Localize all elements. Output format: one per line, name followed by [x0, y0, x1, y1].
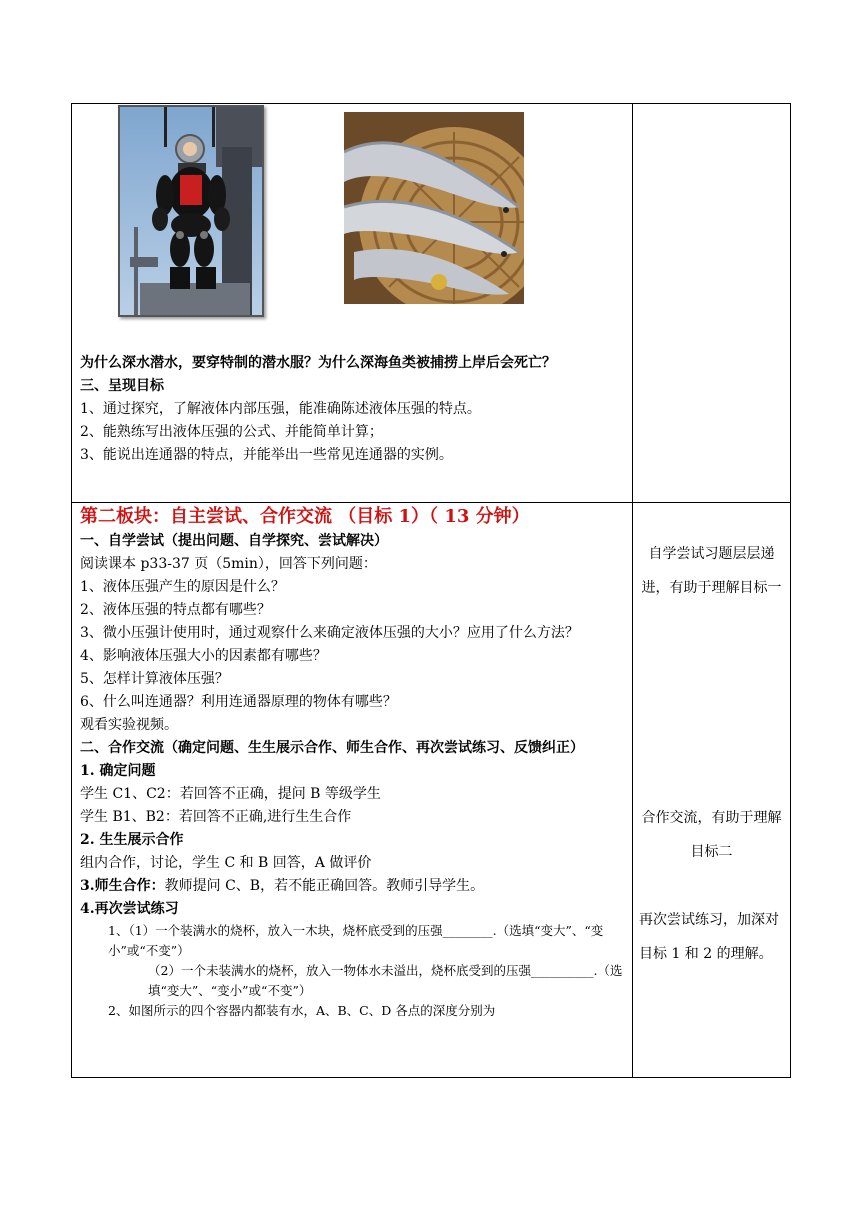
- side-note-2: 合作交流，有助于理解目标二: [641, 810, 782, 860]
- goal-item: 3、能说出连通器的特点，并能举出一些常见连通器的实例。: [80, 447, 453, 463]
- table-row: [72, 104, 791, 503]
- video-note: 观看实验视频。: [80, 717, 178, 733]
- goals-heading: 三、呈现目标: [80, 378, 164, 394]
- question-item: 3、微小压强计使用时，通过观察什么来确定液体压强的大小？应用了什么方法？: [80, 625, 579, 641]
- section2-title: 第二板块：自主尝试、合作交流 （目标 1）（ 13 分钟）: [80, 506, 530, 527]
- question-item: 4、影响液体压强大小的因素都有哪些？: [80, 648, 327, 664]
- photo-area: [72, 104, 632, 352]
- fish-image: [344, 112, 524, 304]
- step4-heading: 4.再次尝试练习: [80, 901, 179, 917]
- question-item: 5、怎样计算液体压强？: [80, 671, 229, 687]
- exercise-1a: 1、（1）一个装满水的烧杯，放入一木块，烧杯底受到的压强________.（选填“变大”、“变小”或“不变”）: [108, 923, 604, 958]
- question-item: 2、液体压强的特点都有哪些？: [80, 602, 271, 618]
- main-cell-section2: [72, 503, 633, 1078]
- exercise-1b: （2）一个未装满水的烧杯，放入一物体水未溢出，烧杯底受到的压强__________.（选填“变大”、“变小”或“不变”）: [148, 963, 623, 998]
- goal-item: 2、能熟练写出液体压强的公式、并能简单计算；: [80, 424, 383, 440]
- step1-line: 学生 B1、B2：若回答不正确,进行生生合作: [80, 809, 352, 825]
- side-cell-notes: [633, 503, 791, 1078]
- coop-heading: 二、合作交流（确定问题、生生展示合作、师生合作、再次尝试练习、反馈纠正）: [80, 740, 584, 756]
- step1-heading: 1. 确定问题: [80, 763, 156, 779]
- diver-image: [120, 107, 262, 315]
- exercise-2: 2、如图所示的四个容器内都装有水，A、B、C、D 各点的深度分别为: [108, 1003, 496, 1018]
- step3-label: 3.师生合作：: [80, 878, 165, 894]
- side-note-1: 自学尝试习题层层递进，有助于理解目标一: [641, 546, 782, 596]
- step3-line: [80, 875, 626, 898]
- self-try-heading: 一、自学尝试（提出问题、自学探究、尝试解决）: [80, 533, 388, 549]
- side-cell-empty: [633, 104, 791, 503]
- reading-instruction: 阅读课本 p33-37 页（5min），回答下列问题：: [80, 556, 377, 572]
- diver-photo: [118, 105, 264, 317]
- main-cell-intro: [72, 104, 633, 503]
- lesson-table: [71, 103, 791, 1078]
- step2-line: 组内合作，讨论，学生 C 和 B 回答，A 做评价: [80, 855, 372, 871]
- step2-heading: 2. 生生展示合作: [80, 832, 184, 848]
- fish-photo: [344, 112, 524, 304]
- question-item: 1、液体压强产生的原因是什么？: [80, 579, 285, 595]
- step1-line: 学生 C1、C2：若回答不正确，提问 B 等级学生: [80, 786, 381, 802]
- step3-text: 教师提问 C、B，若不能正确回答。教师引导学生。: [164, 878, 485, 894]
- side-note-3: 再次尝试练习，加深对目标 1 和 2 的理解。: [639, 912, 779, 962]
- goal-item: 1、通过探究，了解液体内部压强，能准确陈述液体压强的特点。: [80, 401, 481, 417]
- question-item: 6、什么叫连通器？利用连通器原理的物体有哪些？: [80, 694, 397, 710]
- intro-question: 为什么深水潜水，要穿特制的潜水服？为什么深海鱼类被捕捞上岸后会死亡？: [80, 355, 556, 371]
- table-row: [72, 503, 791, 1078]
